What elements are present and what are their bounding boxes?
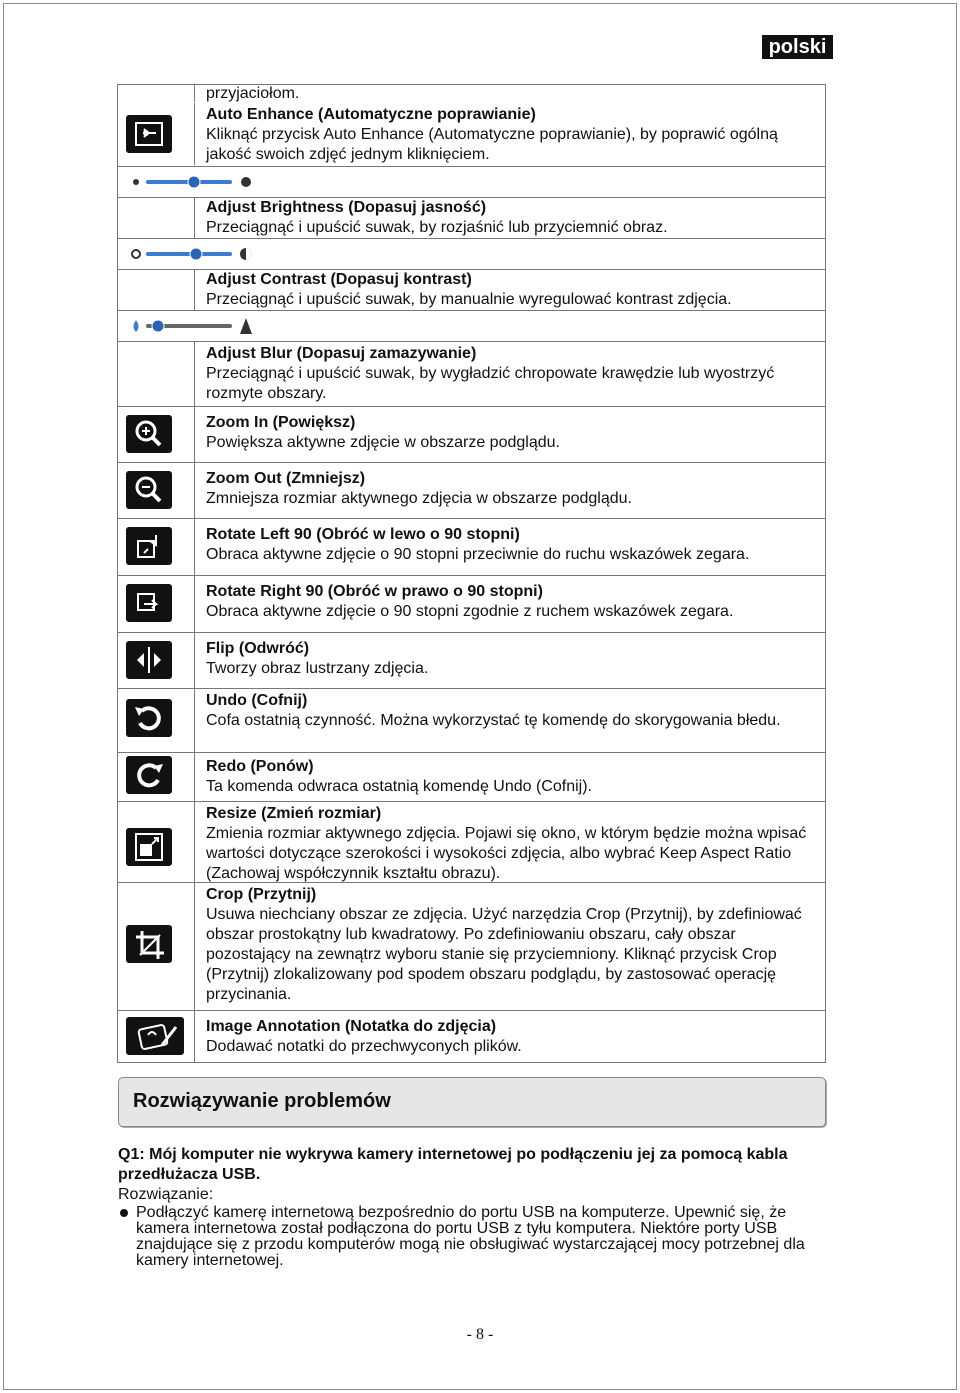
icon-cell [118, 519, 195, 575]
row-description: Zmniejsza rozmiar aktywnego zdjęcia w obszarze podglądu. [206, 490, 632, 507]
icon-cell [118, 463, 195, 519]
icon-cell [118, 633, 195, 689]
row-title: Zoom Out (Zmniejsz) [206, 470, 366, 487]
brightness-slider-icon[interactable] [126, 170, 256, 194]
row-description: przyjaciołom. [206, 85, 300, 102]
rotate-right-icon[interactable] [126, 584, 172, 622]
table-row [118, 518, 825, 575]
annotation-icon[interactable] [126, 1017, 184, 1055]
slider-row [118, 238, 825, 269]
icon-cell [118, 198, 195, 238]
icon-cell [118, 270, 195, 310]
feature-table [117, 84, 826, 1063]
table-row [118, 269, 825, 310]
icon-cell [118, 883, 195, 1011]
contrast-slider-icon[interactable] [126, 242, 256, 266]
table-row [118, 632, 825, 689]
table-row [118, 406, 825, 463]
row-description: Zmienia rozmiar aktywnego zdjęcia. Pojawi się okno, w którym będzie można wpisać wartości dotyczące szerokości i wysokości zdjęcia, albo wybrać Keep Aspect Ratio (Zachowaj współczynnik kształtu obrazu). [206, 825, 807, 882]
row-description: Dodawać notatki do przechwyconych plików. [206, 1038, 522, 1055]
table-row [118, 462, 825, 519]
crop-icon[interactable] [126, 925, 172, 963]
row-title: Crop (Przytnij) [206, 886, 317, 903]
row-title: Adjust Brightness (Dopasuj jasność) [206, 199, 487, 216]
table-row [118, 882, 825, 1011]
rotate-left-icon[interactable] [126, 527, 172, 565]
icon-cell [118, 84, 195, 102]
row-description: Tworzy obraz lustrzany zdjęcia. [206, 660, 429, 677]
bullet-icon [120, 1209, 128, 1217]
row-description: Przeciągnąć i upuścić suwak, by rozjaśnić lub przyciemnić obraz. [206, 219, 668, 236]
section-title: Rozwiązywanie problemów [133, 1090, 391, 1112]
row-title: Auto Enhance (Automatyczne poprawianie) [206, 106, 536, 123]
icon-cell [118, 1011, 195, 1063]
icon-cell [118, 407, 195, 463]
row-title: Flip (Odwróć) [206, 640, 310, 657]
row-description: Przeciągnąć i upuścić suwak, by wygładzić chropowate krawędzie lub wyostrzyć rozmyte obszary. [206, 365, 775, 402]
section-header-box [118, 1077, 826, 1127]
table-row [118, 752, 825, 803]
row-title: Image Annotation (Notatka do zdjęcia) [206, 1018, 497, 1035]
icon-cell [118, 689, 195, 753]
table-row [118, 197, 825, 238]
row-description: Powiększa aktywne zdjęcie w obszarze podglądu. [206, 434, 560, 451]
language-badge: polski [762, 35, 833, 59]
row-title: Zoom In (Powiększ) [206, 414, 356, 431]
icon-cell [118, 103, 195, 165]
icon-cell [118, 576, 195, 632]
row-title: Adjust Blur (Dopasuj zamazywanie) [206, 345, 477, 362]
row-description: Kliknąć przycisk Auto Enhance (Automatyczne poprawianie), by poprawić ogólną jakość swoich zdjęć jednym kliknięciem. [206, 126, 778, 163]
faq-block [118, 1145, 828, 1269]
blur-slider-icon[interactable] [126, 314, 256, 338]
table-row [118, 688, 825, 753]
row-description: Obraca aktywne zdjęcie o 90 stopni zgodnie z ruchem wskazówek zegara. [206, 603, 734, 620]
answer-bullet [118, 1205, 828, 1269]
flip-icon[interactable] [126, 641, 172, 679]
page-number: - 8 - [466, 1326, 494, 1343]
undo-icon[interactable] [126, 699, 172, 737]
table-row [118, 575, 825, 632]
table-row [118, 1010, 825, 1063]
row-description: Przeciągnąć i upuścić suwak, by manualnie wyregulować kontrast zdjęcia. [206, 291, 732, 308]
table-row [118, 801, 825, 892]
icon-cell [118, 342, 195, 406]
row-description: Usuwa niechciany obszar ze zdjęcia. Użyć narzędzia Crop (Przytnij), by zdefiniować obszar prostokątny lub kwadratowy. Po zdefiniowaniu obszaru, cały obszar pozostający na zewnątrz wyboru stanie się przyciemniony. Kliknąć przycisk Crop (Przytnij) zlokalizowany pod spodem obszaru podglądu, by zastosować operację przycinania. [206, 906, 802, 1003]
answer-text: Podłączyć kamerę internetową bezpośrednio do portu USB na komputerze. Upewnić się, że kamera internetowa został podłączona do portu USB z tyłu komputera. Niektóre porty USB znajdujące się z przodu komputerów mogą nie obsługiwać wystarczającej mocy potrzebnej dla kamery internetowej. [136, 1204, 805, 1269]
row-title: Resize (Zmień rozmiar) [206, 805, 382, 822]
row-description: Obraca aktywne zdjęcie o 90 stopni przeciwnie do ruchu wskazówek zegara. [206, 546, 750, 563]
answer-label: Rozwiązanie: [118, 1186, 214, 1203]
table-row [118, 341, 825, 406]
row-title: Rotate Left 90 (Obróć w lewo o 90 stopni) [206, 526, 520, 543]
slider-row [118, 166, 825, 197]
zoom-in-icon[interactable] [126, 415, 172, 453]
row-description: Cofa ostatnią czynność. Można wykorzystać tę komendę do skorygowania błedu. [206, 712, 781, 729]
resize-icon[interactable] [126, 828, 172, 866]
auto-enhance-icon[interactable] [126, 115, 172, 153]
faq-question: Q1: Mój komputer nie wykrywa kamery internetowej po podłączeniu jej za pomocą kabla przedłużacza USB. [118, 1146, 788, 1183]
table-row [118, 84, 825, 102]
redo-icon[interactable] [126, 756, 172, 794]
zoom-out-icon[interactable] [126, 471, 172, 509]
slider-row [118, 310, 825, 341]
table-row [118, 103, 825, 165]
row-title: Undo (Cofnij) [206, 692, 308, 709]
icon-cell [118, 802, 195, 892]
row-title: Adjust Contrast (Dopasuj kontrast) [206, 271, 472, 288]
row-description: Ta komenda odwraca ostatnią komendę Undo (Cofnij). [206, 778, 592, 795]
row-title: Redo (Ponów) [206, 758, 314, 775]
row-title: Rotate Right 90 (Obróć w prawo o 90 stopni) [206, 583, 543, 600]
icon-cell [118, 753, 195, 803]
